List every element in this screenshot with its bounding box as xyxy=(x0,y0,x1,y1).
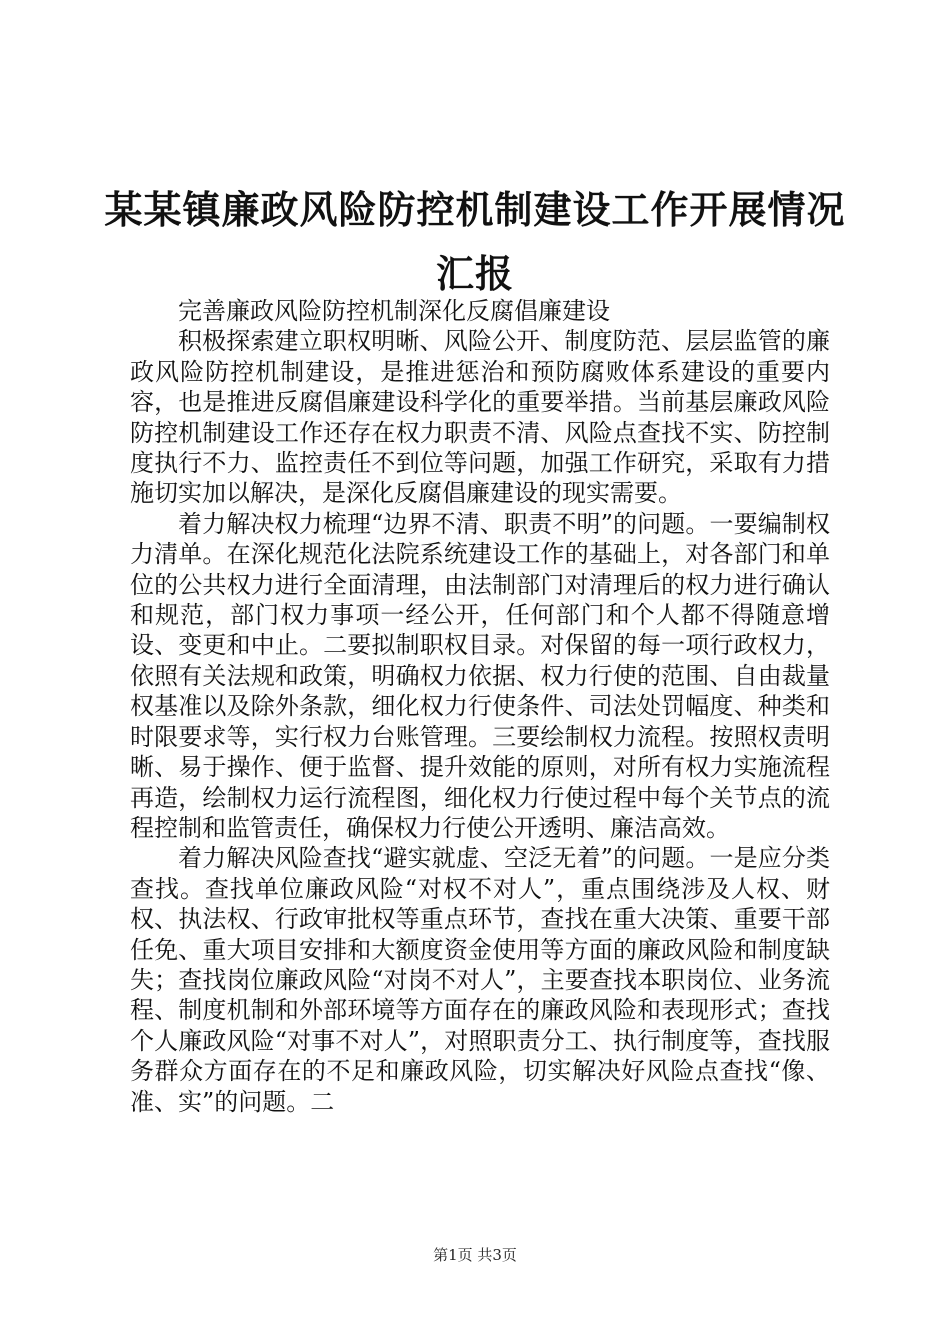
body-paragraph: 着力解决权力梳理“边界不清、职责不明”的问题。一要编制权力清单。在深化规范化法院系统建设工作的基础上，对各部门和单位的公共权力进行全面清理，由法制部门对清理后的权力进行确认和规范，部门权力事项一经公开，任何部门和个人都不得随意增设、变更和中止。二要拟制职权目录。对保留的每一项行政权力，依照有关法规和政策，明确权力依据、权力行使的范围、自由裁量权基准以及除外条款，细化权力行使条件、司法处罚幅度、种类和时限要求等，实行权力台账管理。三要绘制权力流程。按照权责明晰、易于操作、便于监督、提升效能的原则，对所有权力实施流程再造，绘制权力运行流程图，细化权力行使过程中每个关节点的流程控制和监管责任，确保权力行使公开透明、廉洁高效。 xyxy=(130,509,830,842)
body-paragraph: 着力解决风险查找“避实就虚、空泛无着”的问题。一是应分类查找。查找单位廉政风险“对权不对人”，重点围绕涉及人权、财权、执法权、行政审批权等重点环节，查找在重大决策、重要干部任免、重大项目安排和大额度资金使用等方面的廉政风险和制度缺失；查找岗位廉政风险“对岗不对人”，主要查找本职岗位、业务流程、制度机制和外部环境等方面存在的廉政风险和表现形式；查找个人廉政风险“对事不对人”，对照职责分工、执行制度等，查找服务群众方面存在的不足和廉政风险，切实解决好风险点查找“像、准、实”的问题。二 xyxy=(130,844,830,1116)
page-number-footer: 第1页 共3页 xyxy=(433,1246,517,1264)
body-paragraph: 积极探索建立职权明晰、风险公开、制度防范、层层监管的廉政风险防控机制建设，是推进惩治和预防腐败体系建设的重要内容，也是推进反腐倡廉建设科学化的重要举措。当前基层廉政风险防控机制建设工作还存在权力职责不清、风险点查找不实、防控制度执行不力、监控责任不到位等问题，加强工作研究，采取有力措施切实加以解决，是深化反腐倡廉建设的现实需要。 xyxy=(130,327,830,508)
document-body xyxy=(130,296,830,1117)
subtitle-paragraph: 完善廉政风险防控机制深化反腐倡廉建设 xyxy=(178,297,610,325)
document-title: 某某镇廉政风险防控机制建设工作开展情况汇报 xyxy=(104,187,846,296)
